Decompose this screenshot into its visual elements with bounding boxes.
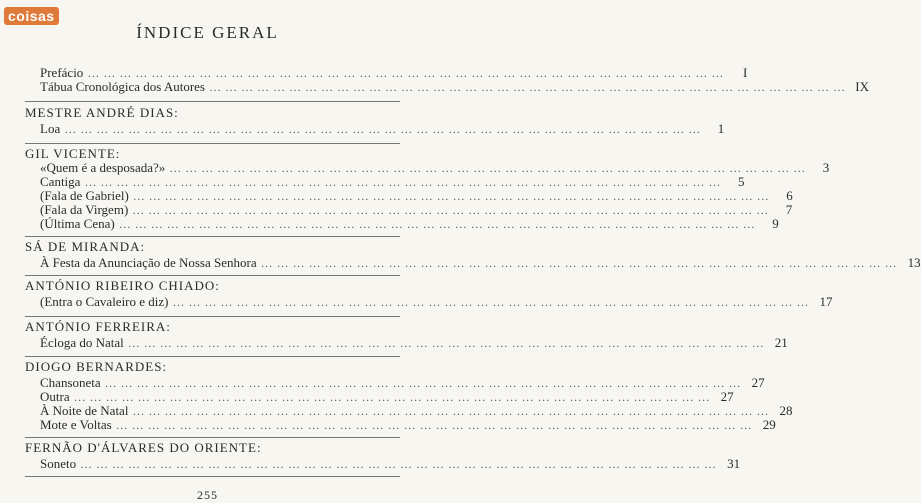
toc-entry-page: 1 bbox=[717, 121, 725, 136]
toc-entry-label: (Fala da Virgem) bbox=[40, 202, 129, 217]
author-heading: MESTRE ANDRÉ DIAS: bbox=[25, 105, 179, 120]
toc-entry[interactable] bbox=[40, 174, 745, 189]
toc-entry-label: Écloga do Natal bbox=[40, 335, 124, 350]
dot-leader: ………………………………………………………………………………………………………… bbox=[80, 457, 721, 471]
dot-leader: ………………………………………………………………………………………………………… bbox=[127, 336, 768, 350]
dot-leader: ………………………………………………………………………………………………………… bbox=[169, 161, 810, 175]
dot-leader: ………………………………………………………………………………………………………… bbox=[209, 80, 849, 94]
author-heading: DIOGO BERNARDES: bbox=[25, 359, 168, 374]
toc-entry-label: À Noite de Natal bbox=[40, 403, 129, 418]
toc-entry[interactable] bbox=[40, 335, 788, 350]
dot-leader: ………………………………………………………………………………………………………… bbox=[260, 256, 901, 270]
toc-entry[interactable] bbox=[40, 403, 793, 418]
toc-entry-page: 27 bbox=[720, 389, 734, 404]
toc-entry-page: 17 bbox=[819, 294, 833, 309]
section-divider bbox=[25, 476, 400, 477]
toc-entry[interactable] bbox=[40, 294, 833, 309]
toc-entry-label: Mote e Voltas bbox=[40, 417, 112, 432]
toc-entry-page: 27 bbox=[751, 375, 765, 390]
author-heading: FERNÃO D'ÁLVARES DO ORIENTE: bbox=[25, 440, 262, 455]
dot-leader: ………………………………………………………………………………………………………… bbox=[84, 175, 725, 189]
toc-entry[interactable] bbox=[40, 121, 725, 136]
toc-entry-label: (Fala de Gabriel) bbox=[40, 188, 129, 203]
toc-entry-label: (Última Cena) bbox=[40, 216, 115, 231]
toc-entry-label: Outra bbox=[40, 389, 70, 404]
toc-entry-label: Soneto bbox=[40, 456, 77, 471]
toc-entry-label: «Quem é a desposada?» bbox=[40, 160, 166, 175]
dot-leader: ………………………………………………………………………………………………………… bbox=[132, 203, 773, 217]
section-divider bbox=[25, 143, 400, 144]
toc-entry-page: 9 bbox=[772, 216, 779, 231]
toc-entry[interactable] bbox=[40, 389, 734, 404]
toc-entry-page: 3 bbox=[822, 160, 830, 175]
author-heading: ANTÓNIO FERREIRA: bbox=[25, 319, 171, 334]
toc-entry-page: 29 bbox=[762, 417, 776, 432]
dot-leader: ………………………………………………………………………………………………………… bbox=[115, 418, 756, 432]
section-divider bbox=[25, 437, 400, 438]
dot-leader: ………………………………………………………………………………………………………… bbox=[104, 376, 745, 390]
page-title: ÍNDICE GERAL bbox=[136, 23, 279, 42]
dot-leader: ………………………………………………………………………………………………………… bbox=[132, 404, 773, 418]
section-divider bbox=[25, 356, 400, 357]
toc-entry[interactable] bbox=[40, 216, 779, 231]
toc-entry-prefacio[interactable] bbox=[40, 65, 748, 80]
toc-entry-page: 7 bbox=[785, 202, 793, 217]
toc-entry-page: 21 bbox=[774, 335, 788, 350]
toc-entry-label: (Entra o Cavaleiro e diz) bbox=[40, 294, 169, 309]
dot-leader: ………………………………………………………………………………………………………… bbox=[87, 66, 728, 80]
toc-entry-tabua[interactable] bbox=[40, 79, 869, 94]
section-divider bbox=[25, 236, 400, 237]
dot-leader: ………………………………………………………………………………………………………… bbox=[64, 122, 705, 136]
toc-entry-label: À Festa da Anunciação de Nossa Senhora bbox=[40, 255, 257, 270]
site-logo: coisas bbox=[4, 7, 59, 25]
toc-entry-label: Prefácio bbox=[40, 65, 84, 80]
section-divider bbox=[25, 101, 400, 102]
dot-leader: ………………………………………………………………………………………………………… bbox=[73, 390, 714, 404]
dot-leader: ………………………………………………………………………………………………………… bbox=[118, 217, 759, 231]
section-divider bbox=[25, 316, 400, 317]
toc-entry[interactable] bbox=[40, 456, 741, 471]
toc-entry-page: I bbox=[742, 65, 748, 80]
toc-entry-label: Cantiga bbox=[40, 174, 81, 189]
author-heading: ANTÓNIO RIBEIRO CHIADO: bbox=[25, 278, 220, 293]
toc-entry[interactable] bbox=[40, 160, 830, 175]
toc-entry[interactable] bbox=[40, 188, 793, 203]
toc-entry-page: 6 bbox=[786, 188, 793, 203]
toc-entry-page: 28 bbox=[779, 403, 793, 418]
dot-leader: ………………………………………………………………………………………………………… bbox=[132, 189, 773, 203]
toc-entry-page: 31 bbox=[727, 456, 741, 471]
toc-entry-label: Tábua Cronológica dos Autores bbox=[40, 79, 205, 94]
author-heading: SÁ DE MIRANDA: bbox=[25, 239, 146, 254]
toc-entry-label: Loa bbox=[40, 121, 61, 136]
toc-entry-page: IX bbox=[855, 79, 869, 94]
toc-entry-page: 13 bbox=[907, 255, 921, 270]
section-divider bbox=[25, 275, 400, 276]
dot-leader: ………………………………………………………………………………………………………… bbox=[172, 295, 813, 309]
toc-entry[interactable] bbox=[40, 375, 765, 390]
toc-entry[interactable] bbox=[40, 417, 776, 432]
toc-entry[interactable] bbox=[40, 202, 793, 217]
toc-entry[interactable] bbox=[40, 255, 921, 270]
page-number: 255 bbox=[197, 488, 218, 502]
toc-entry-page: 5 bbox=[737, 174, 745, 189]
author-heading: GIL VICENTE: bbox=[25, 146, 121, 161]
toc-entry-label: Chansoneta bbox=[40, 375, 101, 390]
